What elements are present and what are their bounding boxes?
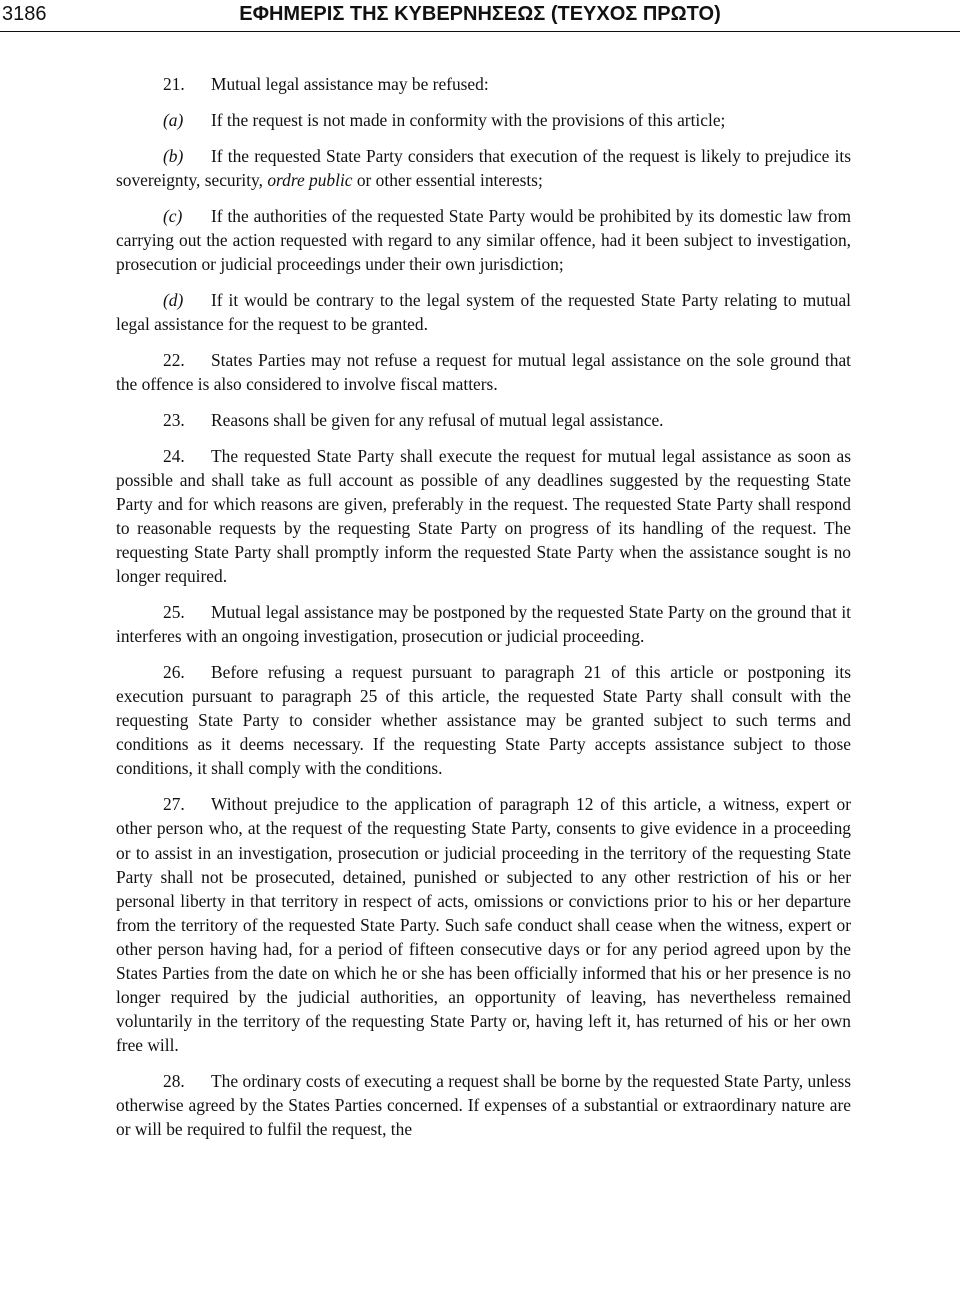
item-label: (d) <box>163 289 184 310</box>
paragraph-text: States Parties may not refuse a request for mutual legal assistance on the sole ground that the offence is also considered to involve fiscal matters. <box>116 349 851 394</box>
item-label: (a) <box>163 109 184 130</box>
paragraph-number: 24. <box>163 445 185 466</box>
item-text: If the requested State Party considers that execution of the request is likely to prejudice its sovereignty, security, <box>116 145 851 190</box>
paragraph-21a <box>116 108 851 132</box>
item-label: (c) <box>163 205 183 226</box>
paragraph-27 <box>116 792 851 1057</box>
paragraph-21b <box>116 144 851 192</box>
paragraph-21c <box>116 204 851 276</box>
paragraph-number: 26. <box>163 662 185 683</box>
paragraph-28 <box>116 1069 851 1141</box>
item-text: If it would be contrary to the legal system of the requested State Party relating to mutual legal assistance for the request to be granted. <box>116 289 851 334</box>
paragraph-25 <box>116 600 851 648</box>
paragraph-number: 28. <box>163 1071 185 1092</box>
running-title: ΕΦΗΜΕΡΙΣ ΤΗΣ ΚΥΒΕΡΝΗΣΕΩΣ (ΤΕΥΧΟΣ ΠΡΩΤΟ) <box>239 3 721 25</box>
paragraph-26 <box>116 660 851 780</box>
paragraph-number: 21. <box>163 74 185 94</box>
paragraph-text: The requested State Party shall execute the request for mutual legal assistance as soon as possible and shall take as full account as possible of any deadlines suggested by the requesting State Party and for which reasons are given, preferably in the request. The requested State Party shall respond to reasonable requests by the requesting State Party on progress of its handling of the request. The requesting State Party shall promptly inform the requested State Party when the assistance sought is no longer required. <box>116 445 851 587</box>
document-body <box>116 72 851 1153</box>
paragraph-number: 23. <box>163 409 185 430</box>
paragraph-text: Without prejudice to the application of paragraph 12 of this article, a witness, expert or other person who, at the request of the requesting State Party, consents to give evidence in a proceeding or to assist in an investigation, prosecution or judicial proceeding in the territory of the requesting State Party shall not be prosecuted, detained, punished or subjected to any other restriction of his or her personal liberty in that territory in respect of acts, omissions or convictions prior to his or her departure from the territory of the requested State Party. Such safe conduct shall cease when the witness, expert or other person having had, for a period of fifteen consecutive days or for any period agreed upon by the States Parties from the date on which he or she has been officially informed that his or her presence is no longer required by the judicial authorities, an opportunity of leaving, has nevertheless remained voluntarily in the territory of the requesting State Party or, having left it, has returned of his or her own free will. <box>116 794 851 1056</box>
paragraph-21 <box>116 72 851 96</box>
page-number: 3186 <box>2 3 47 25</box>
item-text: If the request is not made in conformity with the provisions of this article; <box>211 109 726 130</box>
item-label: (b) <box>163 145 184 166</box>
paragraph-22 <box>116 348 851 396</box>
paragraph-21d <box>116 288 851 336</box>
item-text-end: or other essential interests; <box>352 169 543 190</box>
header-rule <box>0 31 960 32</box>
paragraph-24 <box>116 444 851 589</box>
paragraph-23 <box>116 408 851 432</box>
paragraph-text: Mutual legal assistance may be refused: <box>211 74 489 94</box>
paragraph-text: The ordinary costs of executing a request shall be borne by the requested State Party, unless otherwise agreed by the States Parties concerned. If expenses of a substantial or extraordinary nature are or will be required to fulfil the request, the <box>116 1071 851 1140</box>
paragraph-text: Reasons shall be given for any refusal of mutual legal assistance. <box>211 409 664 430</box>
item-text: If the authorities of the requested State Party would be prohibited by its domestic law from carrying out the action requested with regard to any similar offence, had it been subject to investigation, prosecution or judicial proceedings under their own jurisdiction; <box>116 205 851 274</box>
paragraph-number: 27. <box>163 794 185 815</box>
paragraph-number: 22. <box>163 349 185 370</box>
italic-term: ordre public <box>267 169 353 190</box>
paragraph-number: 25. <box>163 602 185 623</box>
paragraph-text: Mutual legal assistance may be postponed by the requested State Party on the ground that it interferes with an ongoing investigation, prosecution or judicial proceeding. <box>116 602 851 647</box>
paragraph-text: Before refusing a request pursuant to paragraph 21 of this article or postponing its execution pursuant to paragraph 25 of this article, the requested State Party shall consult with the requesting State Party to consider whether assistance may be granted subject to such terms and conditions as it deems necessary. If the requesting State Party accepts assistance subject to those conditions, it shall comply with the conditions. <box>116 662 851 779</box>
page-header <box>0 0 960 32</box>
